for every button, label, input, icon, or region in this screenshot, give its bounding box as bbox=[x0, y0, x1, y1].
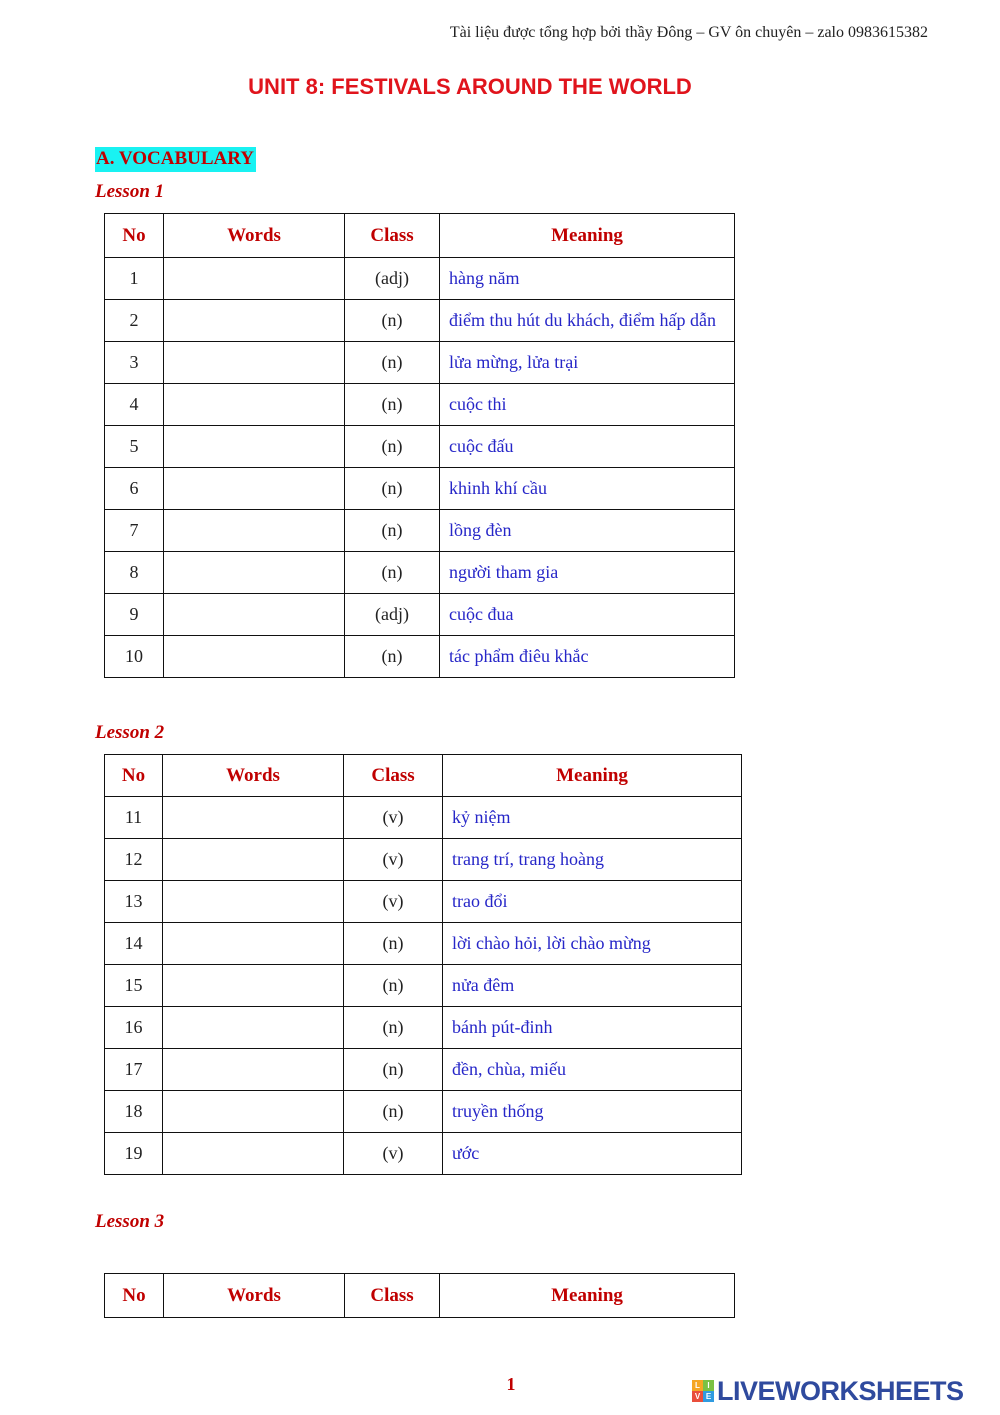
cell-class: (n) bbox=[345, 300, 440, 342]
cell-class: (n) bbox=[345, 426, 440, 468]
table-row bbox=[105, 881, 742, 923]
table-row bbox=[105, 636, 735, 678]
vocab-table-lesson-2 bbox=[104, 754, 742, 1175]
cell-meaning: lồng đèn bbox=[440, 510, 735, 552]
cell-words[interactable] bbox=[163, 881, 344, 923]
table-row bbox=[105, 1133, 742, 1175]
column-header-words: Words bbox=[164, 214, 345, 258]
cell-no: 14 bbox=[105, 923, 163, 965]
cell-no: 7 bbox=[105, 510, 164, 552]
table-header-row bbox=[105, 214, 735, 258]
cell-class: (n) bbox=[344, 1049, 443, 1091]
column-header-class: Class bbox=[344, 755, 443, 797]
cell-no: 2 bbox=[105, 300, 164, 342]
cell-words[interactable] bbox=[163, 1091, 344, 1133]
page-number: 1 bbox=[506, 1374, 516, 1394]
cell-words[interactable] bbox=[164, 384, 345, 426]
cell-class: (v) bbox=[344, 1133, 443, 1175]
cell-no: 15 bbox=[105, 965, 163, 1007]
lesson-title-1: Lesson 1 bbox=[95, 181, 165, 202]
cell-meaning: đền, chùa, miếu bbox=[443, 1049, 742, 1091]
cell-meaning: khinh khí cầu bbox=[440, 468, 735, 510]
vocab-table-lesson-3 bbox=[104, 1273, 735, 1318]
column-header-meaning: Meaning bbox=[440, 1274, 735, 1318]
table-row bbox=[105, 258, 735, 300]
cell-words[interactable] bbox=[164, 426, 345, 468]
column-header-no: No bbox=[105, 755, 163, 797]
cell-no: 4 bbox=[105, 384, 164, 426]
cell-words[interactable] bbox=[163, 965, 344, 1007]
cell-class: (n) bbox=[345, 468, 440, 510]
column-header-meaning: Meaning bbox=[440, 214, 735, 258]
table-row bbox=[105, 552, 735, 594]
table-row bbox=[105, 1091, 742, 1133]
cell-meaning: trang trí, trang hoàng bbox=[443, 839, 742, 881]
table-row bbox=[105, 965, 742, 1007]
cell-words[interactable] bbox=[164, 510, 345, 552]
cell-words[interactable] bbox=[163, 839, 344, 881]
vocab-table-lesson-1 bbox=[104, 213, 735, 678]
cell-words[interactable] bbox=[164, 258, 345, 300]
cell-words[interactable] bbox=[164, 594, 345, 636]
column-header-class: Class bbox=[345, 214, 440, 258]
column-header-no: No bbox=[105, 214, 164, 258]
cell-words[interactable] bbox=[164, 342, 345, 384]
cell-meaning: trao đổi bbox=[443, 881, 742, 923]
cell-no: 5 bbox=[105, 426, 164, 468]
cell-meaning: cuộc đua bbox=[440, 594, 735, 636]
cell-meaning: tác phẩm điêu khắc bbox=[440, 636, 735, 678]
cell-class: (adj) bbox=[345, 594, 440, 636]
cell-no: 13 bbox=[105, 881, 163, 923]
logo-text: LIVEWORKSHEETS bbox=[717, 1375, 964, 1406]
cell-meaning: lời chào hỏi, lời chào mừng bbox=[443, 923, 742, 965]
liveworksheets-logo[interactable] bbox=[692, 1374, 964, 1408]
cell-class: (n) bbox=[345, 510, 440, 552]
cell-no: 3 bbox=[105, 342, 164, 384]
cell-words[interactable] bbox=[164, 300, 345, 342]
cell-no: 1 bbox=[105, 258, 164, 300]
cell-meaning: người tham gia bbox=[440, 552, 735, 594]
table-row bbox=[105, 797, 742, 839]
header-note: Tài liệu được tổng hợp bởi thầy Đông – GV ôn chuyên – zalo 0983615382 bbox=[449, 24, 928, 41]
cell-no: 6 bbox=[105, 468, 164, 510]
column-header-class: Class bbox=[345, 1274, 440, 1318]
cell-meaning: ước bbox=[443, 1133, 742, 1175]
table-row bbox=[105, 1049, 742, 1091]
cell-meaning: nửa đêm bbox=[443, 965, 742, 1007]
cell-meaning: hàng năm bbox=[440, 258, 735, 300]
cell-words[interactable] bbox=[164, 552, 345, 594]
cell-no: 18 bbox=[105, 1091, 163, 1133]
page-title: UNIT 8: FESTIVALS AROUND THE WORLD bbox=[248, 74, 692, 99]
cell-meaning: cuộc thi bbox=[440, 384, 735, 426]
liveworksheets-icon: L I V E bbox=[692, 1380, 714, 1402]
column-header-words: Words bbox=[164, 1274, 345, 1318]
cell-no: 17 bbox=[105, 1049, 163, 1091]
cell-class: (n) bbox=[344, 1091, 443, 1133]
table-row bbox=[105, 342, 735, 384]
cell-class: (v) bbox=[344, 881, 443, 923]
cell-words[interactable] bbox=[163, 797, 344, 839]
cell-no: 12 bbox=[105, 839, 163, 881]
cell-meaning: truyền thống bbox=[443, 1091, 742, 1133]
cell-class: (n) bbox=[345, 636, 440, 678]
cell-words[interactable] bbox=[164, 636, 345, 678]
table-row bbox=[105, 300, 735, 342]
column-header-words: Words bbox=[163, 755, 344, 797]
cell-no: 10 bbox=[105, 636, 164, 678]
cell-class: (n) bbox=[344, 965, 443, 1007]
cell-no: 9 bbox=[105, 594, 164, 636]
cell-class: (n) bbox=[345, 342, 440, 384]
lesson-title-2: Lesson 2 bbox=[95, 722, 165, 743]
cell-words[interactable] bbox=[164, 468, 345, 510]
section-title-vocabulary: A. VOCABULARY bbox=[95, 147, 256, 172]
cell-class: (v) bbox=[344, 797, 443, 839]
cell-class: (n) bbox=[344, 1007, 443, 1049]
cell-meaning: cuộc đấu bbox=[440, 426, 735, 468]
table-row bbox=[105, 510, 735, 552]
cell-meaning: kỷ niệm bbox=[443, 797, 742, 839]
cell-no: 11 bbox=[105, 797, 163, 839]
cell-meaning: lửa mừng, lửa trại bbox=[440, 342, 735, 384]
cell-words[interactable] bbox=[163, 923, 344, 965]
cell-class: (adj) bbox=[345, 258, 440, 300]
table-row bbox=[105, 384, 735, 426]
cell-no: 19 bbox=[105, 1133, 163, 1175]
cell-meaning: bánh pút-đinh bbox=[443, 1007, 742, 1049]
table-row bbox=[105, 839, 742, 881]
cell-meaning: điểm thu hút du khách, điểm hấp dẫn bbox=[440, 300, 735, 342]
cell-class: (n) bbox=[345, 552, 440, 594]
lesson-title-3: Lesson 3 bbox=[95, 1211, 165, 1232]
cell-class: (n) bbox=[344, 923, 443, 965]
cell-words[interactable] bbox=[163, 1007, 344, 1049]
table-header-row bbox=[105, 1274, 735, 1318]
table-row bbox=[105, 923, 742, 965]
table-row bbox=[105, 426, 735, 468]
cell-words[interactable] bbox=[163, 1049, 344, 1091]
cell-class: (v) bbox=[344, 839, 443, 881]
cell-words[interactable] bbox=[163, 1133, 344, 1175]
table-header-row bbox=[105, 755, 742, 797]
cell-no: 8 bbox=[105, 552, 164, 594]
cell-class: (n) bbox=[345, 384, 440, 426]
table-row bbox=[105, 1007, 742, 1049]
table-row bbox=[105, 468, 735, 510]
cell-no: 16 bbox=[105, 1007, 163, 1049]
column-header-meaning: Meaning bbox=[443, 755, 742, 797]
column-header-no: No bbox=[105, 1274, 164, 1318]
table-row bbox=[105, 594, 735, 636]
